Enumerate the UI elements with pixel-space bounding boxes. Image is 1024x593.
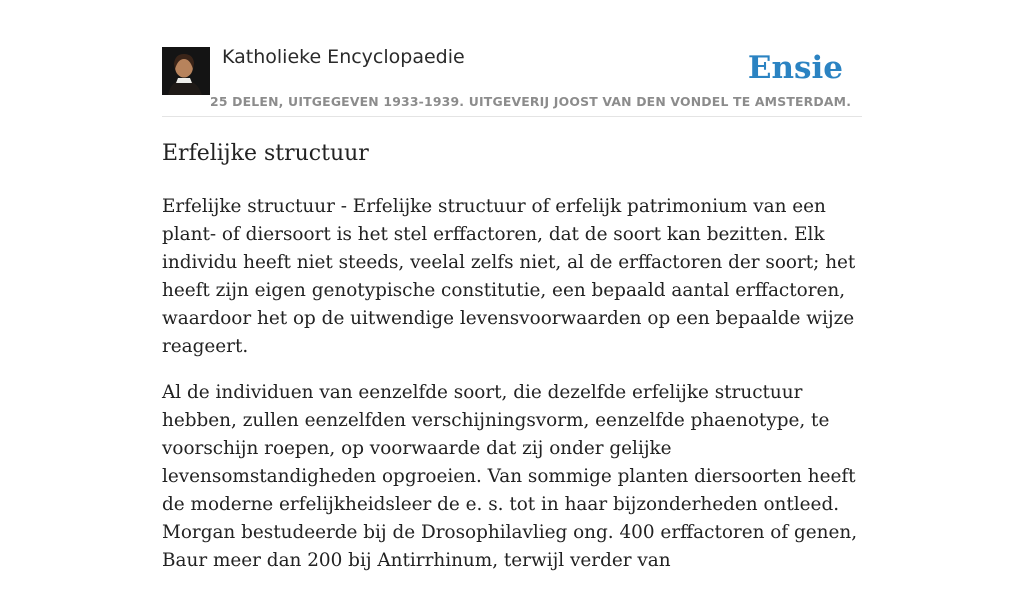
article-paragraph-1: Erfelijke structuur - Erfelijke structuur of erfelijk patrimonium van een plant- of diersoort is het stel erffactoren, dat de soort kan bezitten. Elk individu heeft niet steeds, veelal zelfs niet, al de erffactoren der soort; het heeft zijn eigen genotypische constitutie, een bepaald aantal erffactoren, waardoor het op de uitwendige levensvoorwaarden op een bepaalde wijze reageert. <box>162 196 856 357</box>
source-header <box>162 45 862 117</box>
source-subtitle: 25 DELEN, UITGEGEVEN 1933-1939. UITGEVERIJ JOOST VAN DEN VONDEL TE AMSTERDAM. <box>210 94 852 109</box>
portrait-avatar-icon[interactable] <box>162 47 210 95</box>
article-title: Erfelijke structuur <box>162 141 369 166</box>
brand-logo[interactable]: Ensie <box>747 50 843 86</box>
article-paragraph-2: Al de individuen van eenzelfde soort, die dezelfde erfelijke structuur hebben, zullen eenzelfden verschijningsvorm, eenzelfde phaenotype, te voorschijn roepen, op voorwaarde dat zij onder gelijke levensomstandigheden opgroeien. Van sommige planten diersoorten heeft de moderne erfelijkheidsleer de e. s. tot in haar bijzonderheden ontleed. Morgan bestudeerde bij de Drosophilavlieg ong. 400 erffactoren of genen, Baur meer dan 200 bij Antirrhinum, terwijl verder van <box>162 382 858 571</box>
article <box>162 138 862 593</box>
source-title[interactable]: Katholieke Encyclopaedie <box>222 46 465 68</box>
